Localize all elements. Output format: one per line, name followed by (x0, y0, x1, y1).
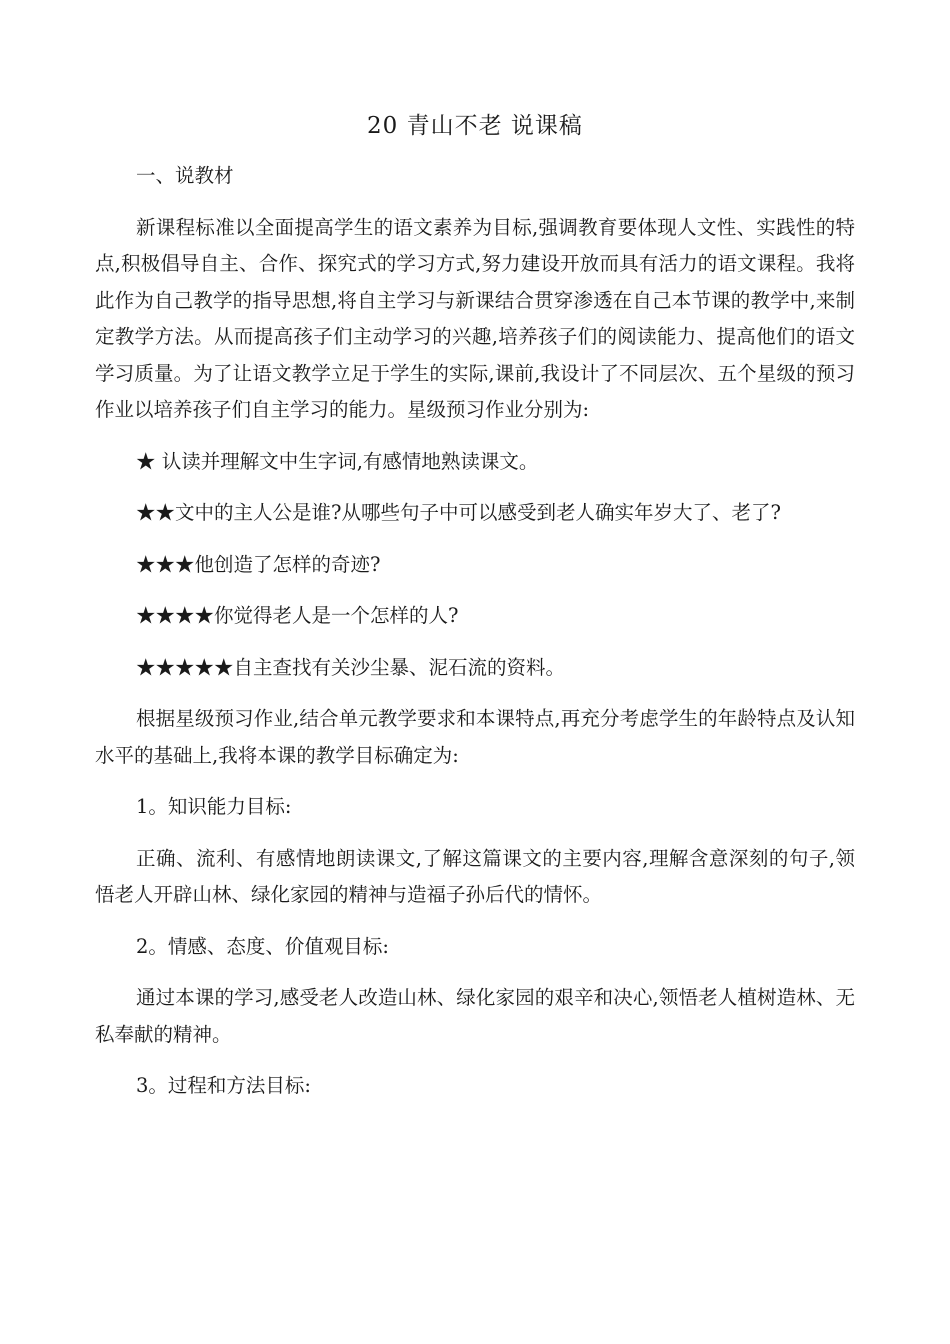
preview-task-2-star: ★★文中的主人公是谁?从哪些句子中可以感受到老人确实年岁大了、老了? (136, 501, 781, 524)
document-body (95, 158, 855, 1120)
paragraph-teaching-goals-intro: 根据星级预习作业,结合单元教学要求和本课特点,再充分考虑学生的年龄特点及认知水平的基础上,我将本课的教学目标确定为: (95, 707, 855, 767)
paragraph-knowledge-goal: 正确、流利、有感情地朗读课文,了解这篇课文的主要内容,理解含意深刻的句子,领悟老人开辟山林、绿化家园的精神与造福子孙后代的情怀。 (95, 846, 855, 906)
paragraph-emotion-goal: 通过本课的学习,感受老人改造山林、绿化家园的艰辛和决心,领悟老人植树造林、无私奉献的精神。 (95, 986, 855, 1046)
document-title: 20 青山不老 说课稿 (367, 113, 583, 139)
preview-task-1-star: ★ 认读并理解文中生字词,有感情地熟读课文。 (136, 449, 539, 473)
preview-task-3-star: ★★★他创造了怎样的奇迹? (136, 552, 381, 576)
goal-heading-emotion: 2。情感、态度、价值观目标: (136, 934, 389, 958)
section-heading-textbook: 一、说教材 (136, 164, 234, 187)
paragraph-curriculum-intro: 新课程标准以全面提高学生的语文素养为目标,强调教育要体现人文性、实践性的特点,积极倡导自主、合作、探究式的学习方式,努力建设开放而具有活力的语文课程。我将此作为自己教学的指导思想,将自主学习与新课结合贯穿渗透在自己本节课的教学中,来制定教学方法。从而提高孩子们主动学习的兴趣,培养孩子们的阅读能力、提高他们的语文学习质量。为了让语文教学立足于学生的实际,课前,我设计了不同层次、五个星级的预习作业以培养孩子们自主学习的能力。星级预习作业分别为: (95, 215, 855, 421)
goal-heading-knowledge: 1。知识能力目标: (136, 795, 292, 818)
goal-heading-process: 3。过程和方法目标: (136, 1074, 311, 1097)
preview-task-5-star: ★★★★★自主查找有关沙尘暴、泥石流的资料。 (136, 655, 566, 679)
preview-task-4-star: ★★★★你觉得老人是一个怎样的人? (136, 604, 459, 627)
